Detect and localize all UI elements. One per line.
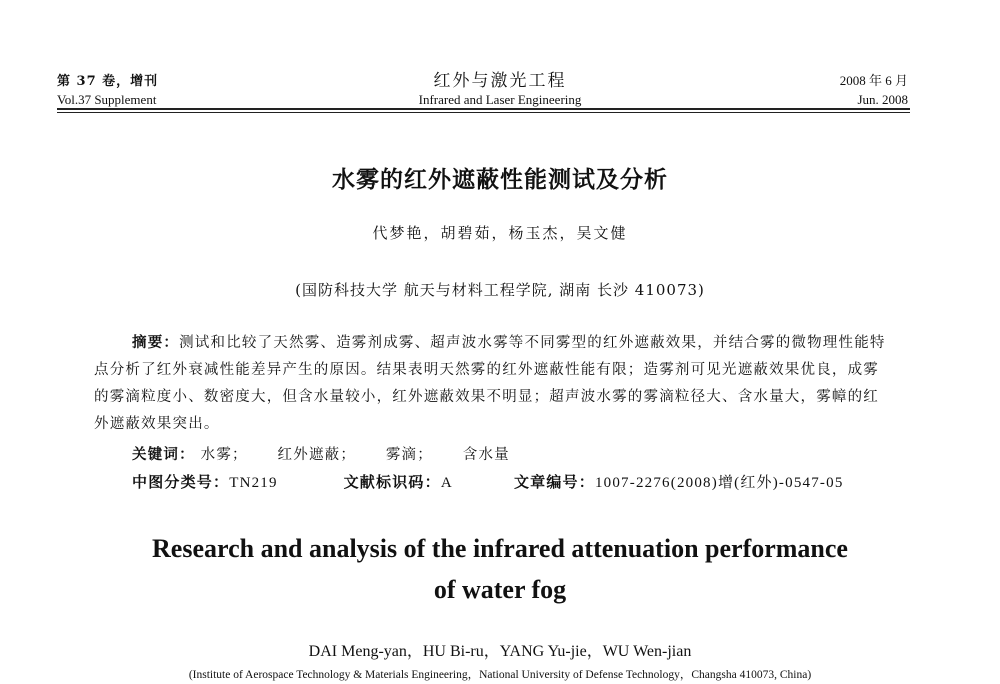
authors-en: DAI Meng-yan，HU Bi-ru，YANG Yu-jie，WU Wen-jian (308, 643, 692, 660)
affiliation-en: (Institute of Aerospace Technology & Materials Engineering，National University of Defense Technology，Changsha 410073, China) (188, 669, 812, 681)
authors-cn: 代梦艳，胡碧茹，杨玉杰，吴文健 (372, 224, 628, 242)
paper-title-en-line2: of water fog (433, 575, 567, 604)
clc-label: 中图分类号： (132, 473, 230, 491)
keywords-label: 关键词： (132, 447, 195, 463)
header-rule-thick (57, 108, 910, 110)
doc-code-label: 文献标识码： (343, 473, 441, 491)
keyword-item: 含水量 (462, 447, 510, 463)
affiliation-cn: (国防科技大学 航天与材料工程学院, 湖南 长沙 410073) (295, 281, 705, 299)
clc-value: TN219 (229, 475, 278, 491)
keyword-item: 雾滴； (385, 447, 433, 463)
article-no-label: 文章编号： (513, 473, 595, 491)
paper-title-en-line1: Research and analysis of the infrared attenuation performance (152, 534, 848, 563)
paper-title-cn: 水雾的红外遮蔽性能测试及分析 (332, 167, 668, 193)
abstract-label: 摘要： (132, 335, 180, 351)
abstract-text: 测试和比较了天然雾、造雾剂成雾、超声波水雾等不同雾型的红外遮蔽效果，并结合雾的微物理性能特点分析了红外衰减性能差异产生的原因。结果表明天然雾的红外遮蔽性能有限；造雾剂可见光遮蔽效果优良，成雾的雾滴粒度小、数密度大，但含水量较小，红外遮蔽效果不明显；超声波水雾的雾滴粒径大、含水量大，雾幛的红外遮蔽效果突出。 (94, 335, 886, 432)
header-rule-thin (57, 112, 910, 113)
issue-date-en: Jun. 2008 (857, 92, 908, 107)
volume-en: Vol.37 Supplement (57, 92, 157, 107)
volume-cn: 第 37 卷，增刊 (57, 74, 159, 89)
abstract (94, 330, 894, 438)
article-no-value: 1007-2276(2008)增(红外)-0547-05 (594, 475, 844, 491)
keyword-item: 水雾； (200, 447, 248, 463)
journal-name-cn: 红外与激光工程 (433, 71, 567, 91)
classification-line (132, 469, 844, 497)
keyword-item: 红外遮蔽； (277, 447, 357, 463)
journal-name-en: Infrared and Laser Engineering (418, 92, 582, 107)
keywords-line (132, 442, 534, 469)
doc-code-value: A (440, 475, 453, 491)
issue-date-cn: 2008 年 6 月 (839, 73, 908, 88)
